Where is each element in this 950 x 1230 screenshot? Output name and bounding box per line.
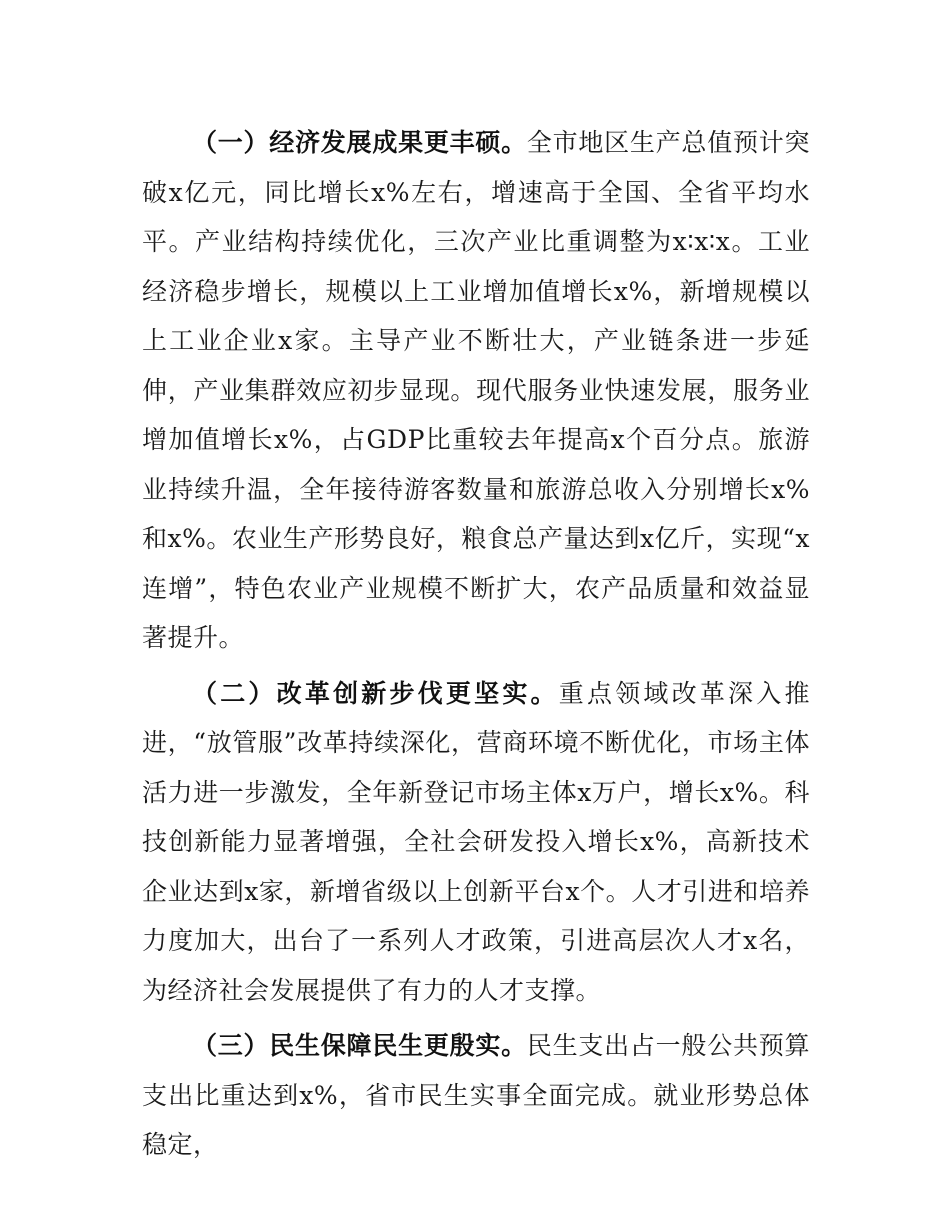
section-3-paragraph (142, 1021, 810, 1170)
section-2-paragraph (142, 669, 810, 1016)
document-page (142, 118, 810, 1170)
section-2-heading: （二）改革创新步伐更坚实。 (192, 678, 559, 708)
section-1-heading: （一）经济发展成果更丰硕。 (192, 128, 527, 157)
section-1-body: 全市地区生产总值预计突破x亿元，同比增长x%左右，增速高于全国、全省平均水平。产业结构持续优化，三次产业比重调整为x∶x∶x。工业经济稳步增长，规模以上工业增加值增长x%，新增规模以上工业企业x家。主导产业不断壮大，产业链条进一步延伸，产业集群效应初步显现。现代服务业快速发展，服务业增加值增长x%，占GDP比重较去年提高x个百分点。旅游业持续升温，全年接待游客数量和旅游总收入分别增长x%和x%。农业生产形势良好，粮食总产量达到x亿斤，实现“x连增”，特色农业产业规模不断扩大，农产品质量和效益显著提升。 (142, 128, 810, 652)
section-2-body: 重点领域改革深入推进，“放管服”改革持续深化，营商环境不断优化，市场主体活力进一步激发，全年新登记市场主体x万户，增长x%。科技创新能力显著增强，全社会研发投入增长x%，高新技术企业达到x家，新增省级以上创新平台x个。人才引进和培养力度加大，出台了一系列人才政策，引进高层次人才x名，为经济社会发展提供了有力的人才支撑。 (142, 678, 810, 1005)
section-3-body: 民生支出占一般公共预算支出比重达到x%，省市民生实事全面完成。就业形势总体稳定， (142, 1031, 810, 1159)
section-1-paragraph (142, 118, 810, 663)
section-3-heading: （三）民生保障民生更殷实。 (192, 1031, 527, 1060)
